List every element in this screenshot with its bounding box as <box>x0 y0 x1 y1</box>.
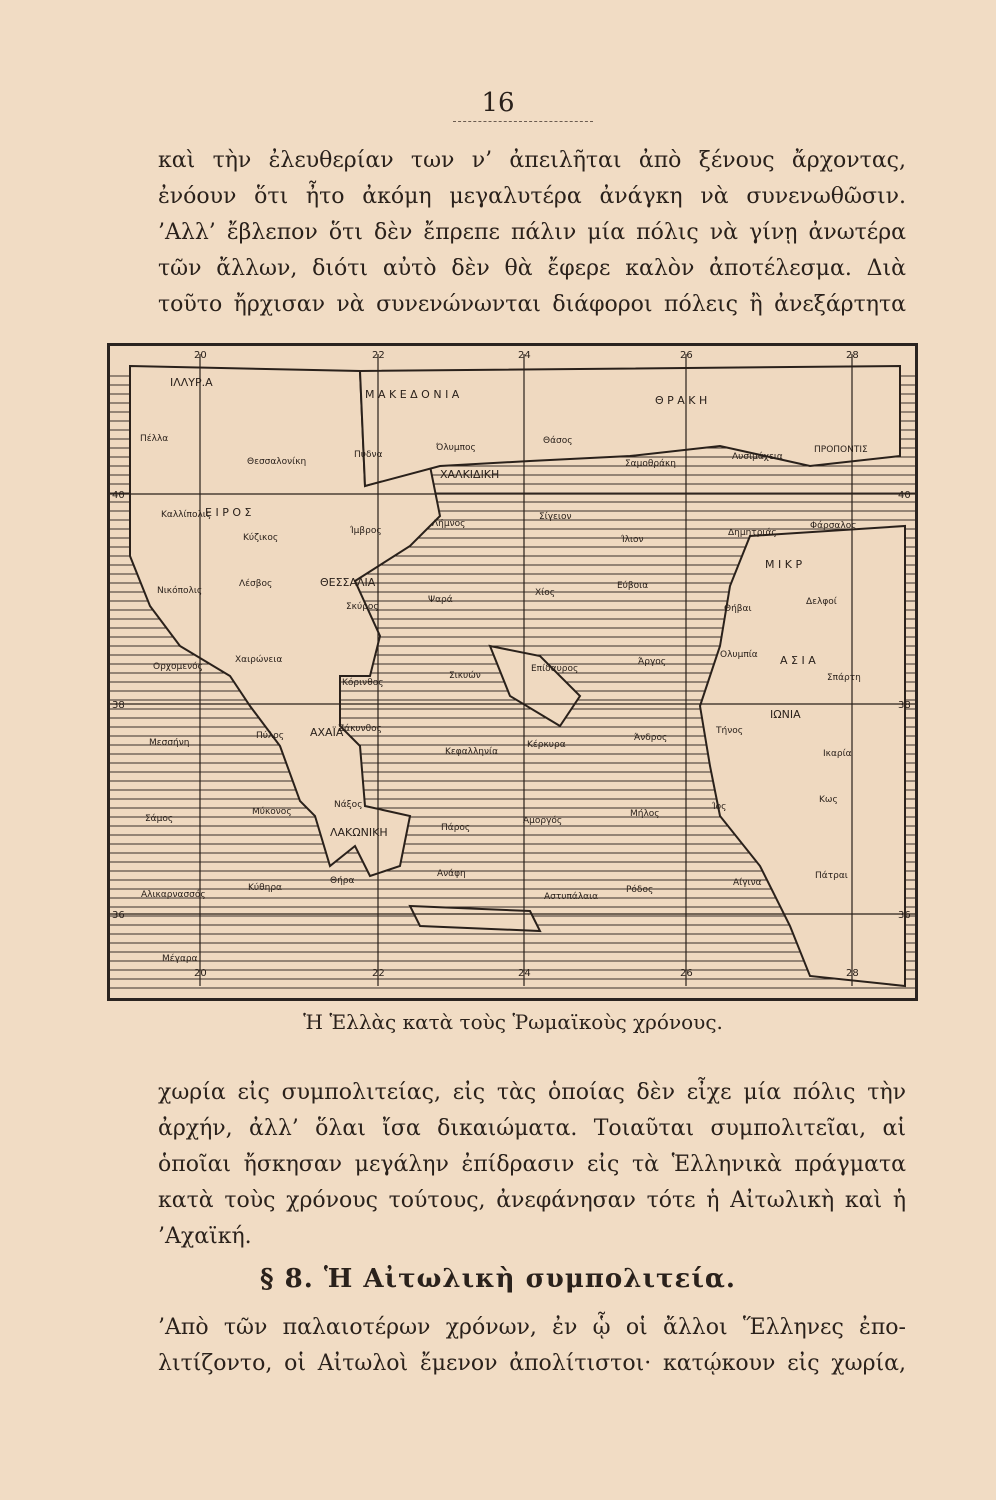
place-label: Χίος <box>535 588 555 598</box>
place-label: Ίμβρος <box>350 526 382 536</box>
place-label: Ίλιον <box>621 535 644 545</box>
region-label: Α Σ Ι Α <box>780 654 816 667</box>
place-label: Όλυμπος <box>436 443 476 453</box>
place-label: Κόρινθος <box>342 678 384 688</box>
place-label: Άνδρος <box>634 733 668 743</box>
text-line: ’Αχαϊκή. <box>158 1224 252 1249</box>
map-svg <box>110 346 915 998</box>
place-label: Σκύρος <box>346 602 379 612</box>
region-label: ΙΛΛΥΡ.Α <box>170 376 213 389</box>
degree-label-right: 36 <box>898 910 911 921</box>
place-label: Μήλος <box>630 809 660 819</box>
place-label: Λέσβος <box>239 579 273 589</box>
text-line: τοῦτο ἤρχισαν νὰ συνενώνωνται διάφοροι πόλεις ἢ ἀνεξάρτητα <box>158 292 906 317</box>
degree-label-bottom: 26 <box>680 968 693 979</box>
place-label: Κύθηρα <box>248 883 282 893</box>
text-line: κατὰ τοὺς χρόνους τούτους, ἀνεφάνησαν τότε ἡ Αἰτωλικὴ καὶ ἡ <box>158 1188 906 1213</box>
region-label: Μ Α Κ Ε Δ Ο Ν Ι Α <box>365 388 460 401</box>
region-label: Ε Ι Ρ Ο Σ <box>205 506 252 519</box>
place-label: Θήβαι <box>724 604 752 614</box>
place-label: Κέρκυρα <box>527 740 566 750</box>
place-label: Δελφοί <box>806 597 837 607</box>
place-label: Τήνος <box>716 726 744 736</box>
paragraph-middle <box>158 1075 906 1255</box>
place-label: Χαιρώνεια <box>235 655 283 665</box>
page-number: 16 <box>481 88 515 118</box>
place-label: Πύδνα <box>354 450 383 460</box>
place-label: Κεφαλληνία <box>445 747 498 757</box>
map-figure <box>107 343 918 1001</box>
place-label: Καλλίπολις <box>161 510 212 520</box>
place-label: Πύλος <box>256 731 285 741</box>
degree-label-bottom: 22 <box>372 968 385 979</box>
degree-label-left: 36 <box>112 910 125 921</box>
place-label: Ζάκυνθος <box>338 724 382 734</box>
place-label: Σικυών <box>449 671 481 681</box>
place-label: Ρόδος <box>626 885 654 895</box>
place-label: Νάξος <box>334 800 363 810</box>
text-line: ’Αλλ’ ἔβλεπον ὅτι δὲν ἔπρεπε πάλιν μία πόλις νὰ γίνῃ ἀνωτέρα <box>158 220 906 245</box>
degree-label-right: 38 <box>898 700 911 711</box>
degree-label-left: 38 <box>112 700 125 711</box>
place-label: Θεσσαλονίκη <box>247 457 307 467</box>
place-label: Ολυμπία <box>720 650 758 660</box>
place-label: Σαμοθράκη <box>625 459 677 469</box>
place-label: Φάρσαλος <box>810 521 857 531</box>
place-label: Πάρος <box>441 823 471 833</box>
land-crete <box>410 906 540 931</box>
region-label: Μ Ι Κ Ρ <box>765 558 803 571</box>
place-label: Σίγειον <box>539 512 572 522</box>
degree-label-bottom: 20 <box>194 968 207 979</box>
place-label: Σπάρτη <box>827 673 861 683</box>
region-label: ΘΕΣΣΑΛΙΑ <box>320 576 376 589</box>
place-label: Ανάφη <box>437 869 466 879</box>
degree-label-top: 28 <box>846 350 859 361</box>
place-label: Εύβοια <box>617 581 649 591</box>
place-label: Λυσιμάχεια <box>732 452 783 462</box>
degree-label-bottom: 24 <box>518 968 531 979</box>
place-label: Ίος <box>712 802 727 812</box>
place-label: Μύκονος <box>252 807 292 817</box>
text-line: λιτίζοντο, οἱ Αἰτωλοὶ ἔμενον ἀπολίτιστοι· κατῴκουν εἰς χωρία, <box>158 1351 906 1376</box>
place-label: Θήρα <box>330 876 355 886</box>
place-label: Λήμνος <box>432 519 466 529</box>
place-label: Αίγινα <box>733 878 762 888</box>
text-line: ’Απὸ τῶν παλαιοτέρων χρόνων, ἐν ᾧ οἱ ἄλλοι Ἕλληνες ἐπο- <box>158 1315 906 1340</box>
place-label: Ικαρία <box>823 749 852 759</box>
degree-label-top: 20 <box>194 350 207 361</box>
text-line: καὶ τὴν ἐλευθερίαν των ν’ ἀπειλῆται ἀπὸ ξένους ἄρχοντας, <box>158 148 906 173</box>
text-line: ὁποῖαι ἤσκησαν μεγάλην ἐπίδρασιν εἰς τὰ Ἑλληνικὰ πράγματα <box>158 1152 906 1177</box>
degree-label-top: 26 <box>680 350 693 361</box>
region-label: Θ Ρ Α Κ Η <box>655 394 708 407</box>
place-label: Δημητριάς <box>728 528 777 538</box>
place-label: Αλικαρνασσός <box>141 890 206 900</box>
degree-label-top: 22 <box>372 350 385 361</box>
region-label: ΛΑΚΩΝΙΚΗ <box>330 826 388 839</box>
place-label: Πέλλα <box>140 434 169 444</box>
paragraph-bottom <box>158 1310 906 1382</box>
region-label: ΑΧΑΪΑ <box>310 726 344 739</box>
region-label: ΙΩΝΙΑ <box>770 708 801 721</box>
land-asia-minor <box>700 526 905 986</box>
place-label: Αστυπάλαια <box>544 892 599 902</box>
place-label: Αμοργός <box>523 816 563 826</box>
paragraph-top <box>158 143 906 323</box>
region-label: ΧΑΛΚΙΔΙΚΗ <box>440 468 500 481</box>
place-label: Ψαρά <box>428 595 453 605</box>
place-label: Σάμος <box>145 814 174 824</box>
place-label: Θάσος <box>543 436 573 446</box>
degree-label-top: 24 <box>518 350 531 361</box>
text-line: ἀρχήν, ἀλλ’ ὅλαι ἴσα δικαιώματα. Τοιαῦται συμπολιτεῖαι, αἱ <box>158 1116 906 1141</box>
text-line: χωρία εἰς συμπολιτείας, εἰς τὰς ὁποίας δὲν εἶχε μία πόλις τὴν <box>158 1080 906 1105</box>
place-label: Ορχομενός <box>153 662 203 672</box>
page-number-rule <box>453 121 593 122</box>
place-label: Μέγαρα <box>162 954 198 964</box>
place-label: Μεσσήνη <box>149 738 190 748</box>
place-label: Κως <box>819 795 838 805</box>
text-line: τῶν ἄλλων, διότι αὐτὸ δὲν θὰ ἔφερε καλὸν ἀποτέλεσμα. Διὰ <box>158 256 906 281</box>
text-line: ἐνόουν ὅτι ἦτο ἀκόμη μεγαλυτέρα ἀνάγκη νὰ συνενωθῶσιν. <box>158 184 906 209</box>
place-label: Κύζικος <box>243 533 279 543</box>
section-heading: § 8. Ἡ Αἰτωλικὴ συμπολιτεία. <box>260 1264 736 1294</box>
degree-label-left: 40 <box>112 490 125 501</box>
degree-label-bottom: 28 <box>846 968 859 979</box>
place-label: Επίδαυρος <box>531 664 579 674</box>
degree-label-right: 40 <box>898 490 911 501</box>
place-label: Πάτραι <box>815 871 848 881</box>
map-caption: Ἡ Ἑλλὰς κατὰ τοὺς Ῥωμαϊκοὺς χρόνους. <box>303 1010 723 1034</box>
land-euboea <box>490 646 580 726</box>
place-label: Άργος <box>638 657 667 667</box>
place-label: Νικόπολις <box>157 586 203 596</box>
place-label: ΠΡΟΠΟΝΤΙΣ <box>814 445 868 455</box>
